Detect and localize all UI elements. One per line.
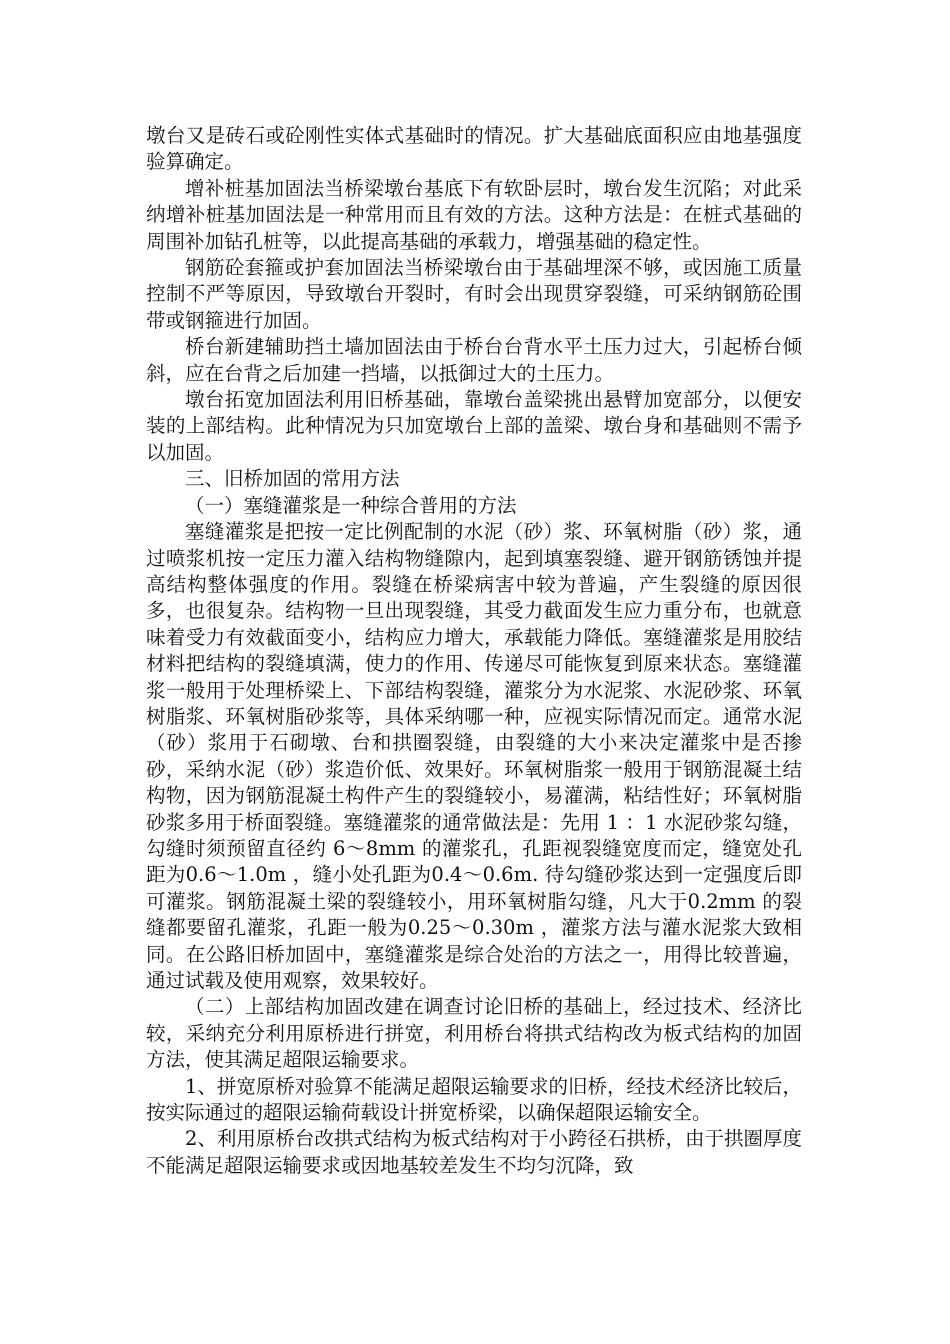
- paragraph-superstructure: （二）上部结构加固改建在调查讨论旧桥的基础上，经过技术、经济比较，采纳充分利用原桥进行拼宽，利用桥台将拱式结构改为板式结构的加固方法，使其满足超限运输要求。: [146, 995, 802, 1072]
- document-page: [146, 123, 802, 1179]
- paragraph-foundation-enlarge: 墩台又是砖石或砼刚性实体式基础时的情况。扩大基础底面积应由地基强度验算确定。: [146, 124, 802, 174]
- paragraph-arch-to-slab: 2、利用原桥台改拱式结构为板式结构对于小跨径石拱桥，由于拱圈厚度不能满足超限运输要求或因地基较差发生不均匀沉降，致: [146, 1127, 802, 1177]
- subheading-grouting: （一）塞缝灌浆是一种综合普用的方法: [185, 493, 517, 517]
- paragraph-widening: 1、拼宽原桥对验算不能满足超限运输要求的旧桥，经技术经济比较后，按实际通过的超限运输荷载设计拼宽桥梁，以确保超限运输安全。: [146, 1074, 802, 1125]
- paragraph-grouting-detail: 塞缝灌浆是把按一定比例配制的水泥（砂）浆、环氧树脂（砂）浆，通过喷浆机按一定压力灌入结构物缝隙内，起到填塞裂缝、避开钢筋锈蚀并提高结构整体强度的作用。裂缝在桥梁病害中较为普遍，产生裂缝的原因很多，也很复杂。结构物一旦出现裂缝，其受力截面发生应力重分布，也就意味着受力有效截面变小，结构应力增大，承载能力降低。塞缝灌浆是用胶结材料把结构的裂缝填满，使力的作用、传递尽可能恢复到原来状态。塞缝灌浆一般用于处理桥梁上、下部结构裂缝，灌浆分为水泥浆、水泥砂浆、环氧树脂浆、环氧树脂砂浆等，具体采纳哪一种，应视实际情况而定。通常水泥（砂）浆用于石砌墩、台和拱圈裂缝，由裂缝的大小来决定灌浆中是否掺砂，采纳水泥（砂）浆造价低、效果好。环氧树脂浆一般用于钢筋混凝土结构物，因为钢筋混凝土构件产生的裂缝较小，易灌满，粘结性好；环氧树脂砂浆多用于桥面裂缝。塞缝灌浆的通常做法是：先用 1 ：1 水泥砂浆勾缝，勾缝时须预留直径约 6～8mm 的灌浆孔，孔距视裂缝宽度而定，缝宽处孔距为0.6～1.0m ，缝小处孔距为0.4～0.6m. 待勾缝砂浆达到一定强度后即可灌浆。钢筋混凝土梁的裂缝较小，用环氧树脂勾缝，凡大于0.2mm 的裂缝都要留孔灌浆，孔距一般为0.25～0.30m ，灌浆方法与灌水泥浆大致相同。在公路旧桥加固中，塞缝灌浆是综合处治的方法之一，用得比较普遍，通过试载及使用观察，效果较好。: [146, 520, 802, 992]
- paragraph-rebar-hoop: 钢筋砼套箍或护套加固法当桥梁墩台由于基础埋深不够，或因施工质量控制不严等原因，导致墩台开裂时，有时会出现贯穿裂缝，可采纳钢筋砼围带或钢箍进行加固。: [146, 256, 802, 332]
- section-heading-methods: 三、旧桥加固的常用方法: [185, 467, 400, 491]
- paragraph-pile-supplement: 增补桩基加固法当桥梁墩台基底下有软卧层时，墩台发生沉陷；对此采纳增补桩基加固法是一种常用而且有效的方法。这种方法是：在桩式基础的周围补加钻孔桩等，以此提高基础的承载力，增强基础的稳定性。: [146, 176, 802, 253]
- paragraph-retaining-wall: 桥台新建辅助挡土墙加固法由于桥台台背水平土压力过大，引起桥台倾斜，应在台背之后加建一挡墙，以抵御过大的土压力。: [146, 335, 802, 385]
- paragraph-pier-widening: 墩台拓宽加固法利用旧桥基础，靠墩台盖梁挑出悬臂加宽部分，以便安装的上部结构。此种情况为只加宽墩台上部的盖梁、墩台身和基础则不需予以加固。: [146, 388, 802, 464]
